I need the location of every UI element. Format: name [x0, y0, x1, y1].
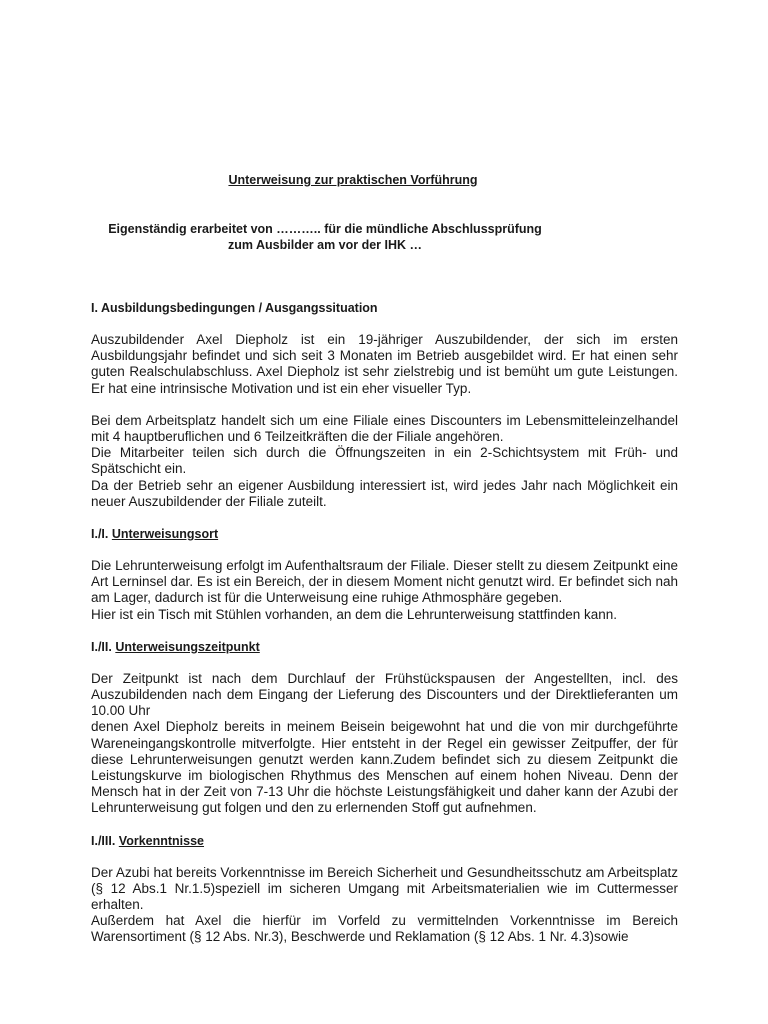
section-number: I./II.: [91, 639, 112, 654]
paragraph: Der Azubi hat bereits Vorkenntnisse im Bereich Sicherheit und Gesundheitsschutz am Arbeitsplatz (§ 12 Abs.1 Nr.1.5)speziell im sicheren Umgang mit Arbeitsmaterialien wie im Cuttermesser erhalten.: [91, 864, 678, 913]
paragraph: Da der Betrieb sehr an eigener Ausbildung interessiert ist, wird jedes Jahr nach Möglichkeit ein neuer Auszubildender der Filiale zuteilt.: [91, 477, 678, 509]
paragraph: Außerdem hat Axel die hierfür im Vorfeld zu vermittelnden Vorkenntnisse im Bereich Warensortiment (§ 12 Abs. Nr.3), Beschwerde und Reklamation (§ 12 Abs. 1 Nr. 4.3)sowie: [91, 913, 678, 945]
document-body: [91, 300, 678, 946]
section-heading-ausbildungsbedingungen: I. Ausbildungsbedingungen / Ausgangssituation: [91, 301, 378, 315]
section-heading-vorkenntnisse: [91, 833, 678, 849]
document-title: Unterweisung zur praktischen Vorführung: [228, 173, 478, 187]
paragraph: Der Zeitpunkt ist nach dem Durchlauf der Frühstückspausen der Angestellten, incl. des Auszubildenden nach dem Eingang der Lieferung des Discounters und der Direktlieferanten um 10.00 Uhr: [91, 670, 678, 719]
paragraph: Hier ist ein Tisch mit Stühlen vorhanden, an dem die Lehrunterweisung stattfinden kann.: [91, 606, 618, 622]
paragraph: denen Axel Diepholz bereits in meinem Beisein beigewohnt hat und die von mir durchgeführte Wareneingangskontrolle mitverfolgte. Hier entsteht in der Regel ein gewisser Zeitpuffer, der für diese Lehrunterweisungen genutzt werden kann.Zudem befindet sich zu diesem Zeitpunkt die Leistungskurve im biologischen Rhythmus des Menschen auf einem hohen Niveau. Denn der Mensch hat in der Zeit von 7-13 Uhr die höchste Leistungsfähigkeit und daher kann der Azubi der Lehrunterweisung gut folgen und den zu erlernenden Stoff gut aufnehmen.: [91, 719, 678, 816]
subtitle-line-1: Eigenständig erarbeitet von ……….. für die mündliche Abschlussprüfung: [108, 222, 542, 236]
subtitle-line-2: zum Ausbilder am vor der IHK …: [227, 238, 423, 252]
section-title: Unterweisungszeitpunkt: [115, 639, 260, 654]
document-subtitle: [0, 221, 650, 253]
section-heading-unterweisungsort: [91, 526, 678, 542]
section-number: I./I.: [91, 527, 109, 542]
section-heading-unterweisungszeitpunkt: [91, 639, 678, 655]
section-number: I./III.: [91, 833, 116, 848]
section-title: Vorkenntnisse: [118, 833, 205, 848]
paragraph: Die Mitarbeiter teilen sich durch die Öffnungszeiten in ein 2-Schichtsystem mit Früh- und Spätschicht ein.: [91, 445, 678, 477]
paragraph: Auszubildender Axel Diepholz ist ein 19-jähriger Auszubildender, der sich im ersten Ausbildungsjahr befindet und sich seit 3 Monaten im Betrieb ausgebildet wird. Er hat einen sehr guten Realschulabschluss. Axel Diepholz ist sehr zielstrebig und ist bemüht um gute Leistungen. Er hat eine intrinsische Motivation und ist ein eher visueller Typ.: [91, 332, 678, 396]
paragraph: Die Lehrunterweisung erfolgt im Aufenthaltsraum der Filiale. Dieser stellt zu diesem Zeitpunkt eine Art Lerninsel dar. Es ist ein Bereich, der in diesem Moment nicht genutzt wird. Er befindet sich nah am Lager, dadurch ist für die Unterweisung eine ruhige Athmosphäre gegeben.: [91, 558, 678, 606]
section-title: Unterweisungsort: [111, 527, 219, 542]
paragraph: Bei dem Arbeitsplatz handelt sich um eine Filiale eines Discounters im Lebensmitteleinzelhandel mit 4 hauptberuflichen und 6 Teilzeitkräften die der Filiale angehören.: [91, 412, 678, 445]
